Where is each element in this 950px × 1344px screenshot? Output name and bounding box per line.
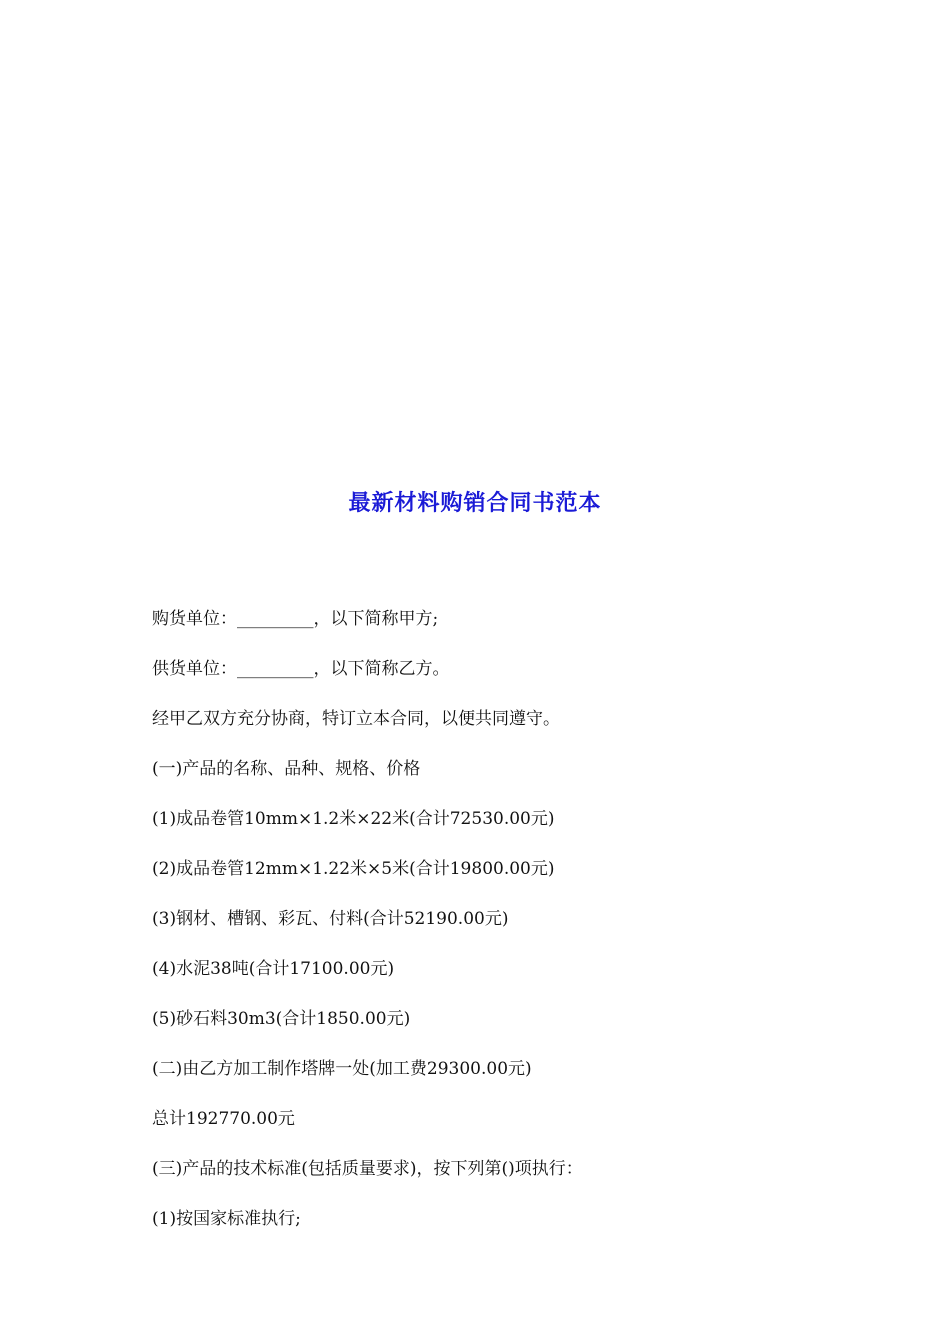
- total-line: 总计192770.00元: [152, 1109, 295, 1129]
- item-1: (1)成品卷管10mm×1.2米×22米(合计72530.00元): [152, 809, 555, 829]
- item-2: (2)成品卷管12mm×1.22米×5米(合计19800.00元): [152, 859, 555, 879]
- document-body: [152, 604, 852, 1254]
- item-4: (4)水泥38吨(合计17100.00元): [152, 959, 395, 979]
- standard-item-1: (1)按国家标准执行;: [152, 1209, 301, 1229]
- agreement-line: 经甲乙双方充分协商，特订立本合同，以便共同遵守。: [152, 709, 560, 729]
- supplier-line: 供货单位：_________，以下简称乙方。: [152, 659, 450, 679]
- section-3-heading: (三)产品的技术标准(包括质量要求)，按下列第()项执行：: [152, 1159, 583, 1179]
- item-3: (3)钢材、槽钢、彩瓦、付料(合计52190.00元): [152, 909, 509, 929]
- item-5: (5)砂石料30m3(合计1850.00元): [152, 1009, 411, 1029]
- buyer-line: 购货单位：_________，以下简称甲方;: [152, 609, 439, 629]
- section-2-heading: (二)由乙方加工制作塔牌一处(加工费29300.00元): [152, 1059, 532, 1079]
- section-1-heading: (一)产品的名称、品种、规格、价格: [152, 759, 421, 779]
- document-title: 最新材料购销合同书范本: [348, 491, 602, 516]
